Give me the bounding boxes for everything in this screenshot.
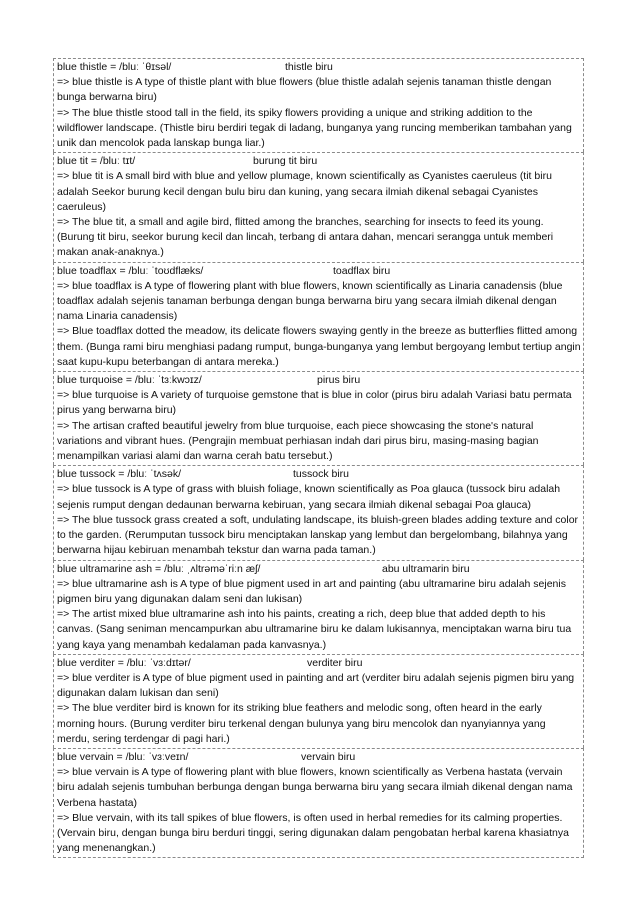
entry-definition: => blue tit is A small bird with blue and yellow plumage, known scientifically as Cyanistes caeruleus (tit biru adalah Seekor burung kecil dengan bulu biru dan kuning, yang secara ilmiah dikenal sebagai Cyanistes caeruleus) [57,170,552,213]
entry-example: => The artisan crafted beautiful jewelry from blue turquoise, each piece showcasing the stone's natural variations and vibrant hues. (Pengrajin membuat perhiasan indah dari pirus biru, masing-masing bagian menampilkan variasi alami dan warna cerah batu tersebut.) [57,419,539,463]
entry-translation: tussock biru [293,468,350,481]
entry-translation: burung tit biru [253,155,318,168]
entry-example: => The blue verditer bird is known for its striking blue feathers and melodic song, often heard in the early morning hours. (Burung verditer biru terkenal dengan bulunya yang biru mencolok dan nyanyiannya yang merdu, sering terdengar di pagi hari.) [57,702,546,745]
entry-heading [57,60,581,75]
entry-definition: => blue turquoise is A variety of turquoise gemstone that is blue in color (pirus biru adalah Variasi batu permata pirus yang berwarna biru) [57,389,572,417]
entry-heading [57,750,581,765]
entry-heading [57,264,581,279]
entry-heading [57,467,581,482]
entry-example: => Blue toadflax dotted the meadow, its delicate flowers swaying gently in the breeze as butterflies flitted among them. (Bunga rami biru menghiasi padang rumput, bunga-bunganya yang lembut bergoyang lembut tertiup angin saat kupu-kupu beterbangan di antara mereka.) [57,325,581,368]
entry-term: blue thistle = /bluː ˈθɪsəl/ [57,61,172,73]
entry-definition: => blue verditer is A type of blue pigment used in painting and art (verditer biru adalah sejenis pigmen biru yang digunakan dalam lukisan dan seni) [57,671,575,700]
glossary-entry [53,371,584,465]
glossary-entry [53,262,584,371]
entry-definition: => blue thistle is A type of thistle plant with blue flowers (blue thistle adalah sejenis tanaman thistle dengan bunga berwarna biru) [57,76,552,104]
entry-definition: => blue toadflax is A type of flowering plant with blue flowers, known scientifically as Linaria canadensis (blue toadflax adalah sejenis tanaman berbunga dengan bunga berwarna biru yang secara ilmiah dikenal dengan nama Linaria canadensis) [57,279,563,323]
entry-translation: toadflax biru [333,264,391,277]
entry-translation: thistle biru [285,61,333,73]
entry-translation: verditer biru [307,656,363,669]
entry-heading [57,373,581,388]
entry-term: blue tussock = /bluː ˈtʌsək/ [57,468,182,481]
glossary-entry [53,465,584,559]
entry-heading [57,656,581,671]
entry-example: => The blue thistle stood tall in the field, its spiky flowers providing a unique and striking addition to the wildflower landscape. (Thistle biru berdiri tegak di ladang, bunganya yang runcing memberikan tambahan yang unik dan mencolok pada lanskap bunga liar.) [57,106,572,150]
entry-definition: => blue tussock is A type of grass with bluish foliage, known scientifically as Poa glauca (tussock biru adalah sejenis rumput dengan dedaunan berwarna kebiruan, yang secara ilmiah dikenal sebagai Poa glauca) [57,483,561,511]
entry-term: blue toadflax = /bluː ˈtoʊdflæks/ [57,264,204,277]
glossary-document [53,58,584,858]
entry-example: => The artist mixed blue ultramarine ash into his paints, creating a rich, deep blue that added depth to his canvas. (Sang seniman mencampurkan abu ultramarine biru ke dalam lukisannya, menciptakan warna biru tua yang kaya yang menambah kedalaman pada kanvasnya.) [57,608,572,651]
entry-translation: pirus biru [317,374,361,387]
entry-translation: abu ultramarin biru [382,562,470,575]
entry-heading [57,154,581,169]
entry-definition: => blue ultramarine ash is A type of blue pigment used in art and painting (abu ultramarine biru adalah sejenis pigmen biru yang digunakan dalam seni dan lukisan) [57,577,566,605]
glossary-entry [53,152,584,261]
entry-term: blue turquoise = /bluː ˈtɜːkwɔɪz/ [57,374,202,387]
entry-term: blue verditer = /bluː ˈvɜːdɪtər/ [57,656,191,669]
glossary-entry [53,654,584,748]
glossary-entry [53,748,584,858]
entry-term: blue ultramarine ash = /bluː ˌʌltrəməˈriːn æʃ/ [57,562,261,575]
glossary-entry [53,560,584,654]
entry-term: blue vervain = /bluː ˈvɜːveɪn/ [57,750,189,763]
entry-term: blue tit = /bluː tɪt/ [57,155,136,168]
entry-heading [57,562,581,577]
entry-definition: => blue vervain is A type of flowering plant with blue flowers, known scientifically as Verbena hastata (vervain biru adalah sejenis tumbuhan berbunga dengan bunga berwarna biru yang secara ilmiah dikenal dengan nama Verbena hastata) [57,766,573,809]
glossary-entry [53,58,584,152]
entry-example: => The blue tussock grass created a soft, undulating landscape, its bluish-green blades adding texture and color to the garden. (Rerumputan tussock biru menciptakan lanskap yang lembut dan bergelombang, bilahnya yang berwarna hijau kebiruan menambah tekstur dan warna pada taman.) [57,513,579,557]
entry-example: => The blue tit, a small and agile bird, flitted among the branches, searching for insects to feed its young. (Burung tit biru, seekor burung kecil dan lincah, terbang di antara dahan, mencari serangga untuk memberi makan anak-anaknya.) [57,216,554,259]
entry-translation: vervain biru [301,750,356,763]
entry-example: => Blue vervain, with its tall spikes of blue flowers, is often used in herbal remedies for its calming properties. (Vervain biru, dengan bunga biru berduri tinggi, sering digunakan dalam pengobatan herbal karena khasiatnya yang menenangkan.) [57,811,569,855]
